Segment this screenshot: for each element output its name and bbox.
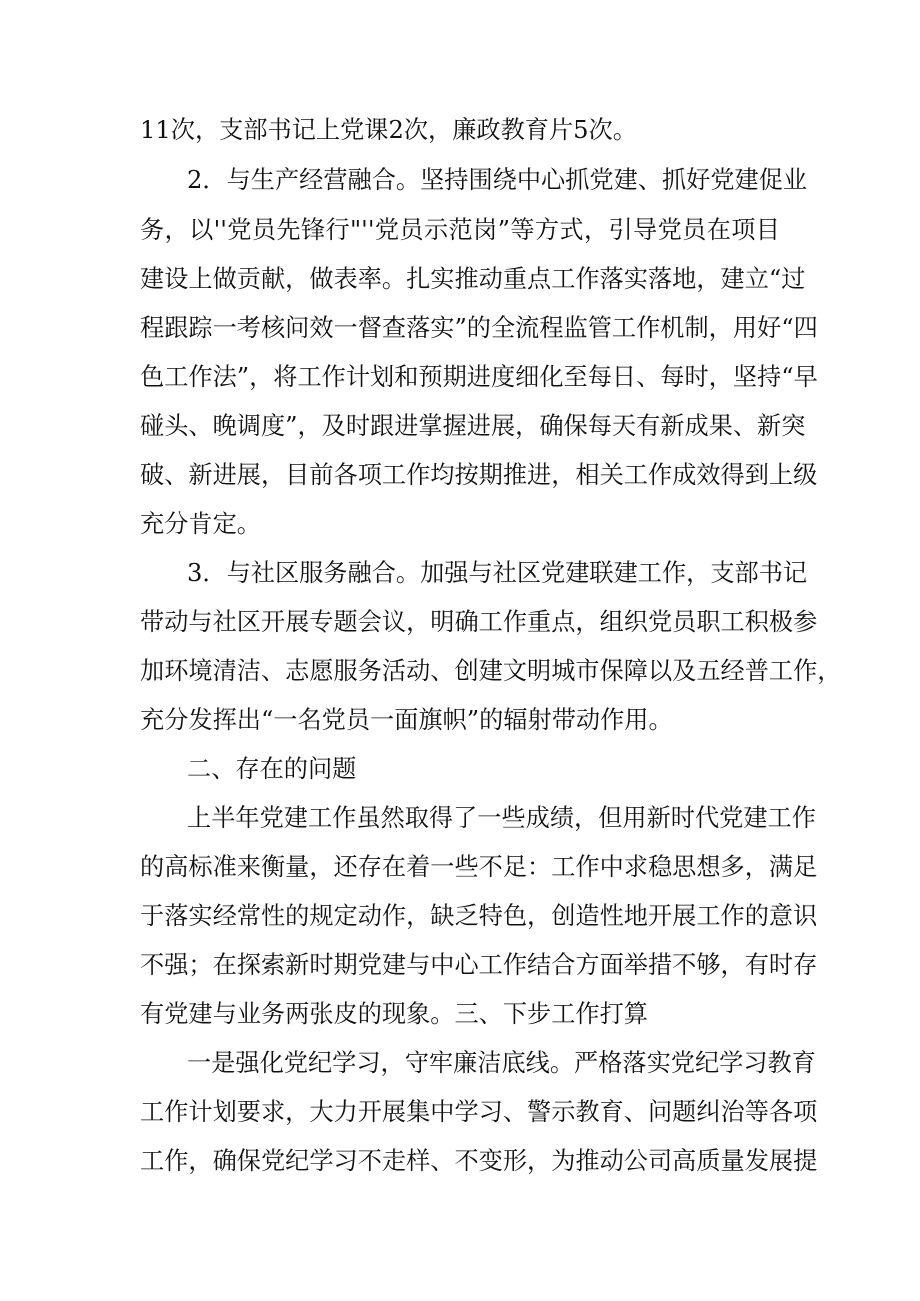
text-line: 程跟踪一考核问效一督查落实”的全流程监管工作机制，用好“四: [140, 314, 818, 342]
text-line: 工作计划要求，大力开展集中学习、警示教育、问题纠治等各项: [140, 1098, 818, 1126]
text-line: 充分发挥出“一名党员一面旗帜”的辐射带动作用。: [140, 706, 673, 734]
text-line: 色工作法”，将工作计划和预期进度细化至每日、每时，坚持“早: [140, 363, 818, 391]
section-heading: 二、存在的问题: [187, 755, 357, 783]
text-line: 于落实经常性的规定动作，缺乏特色，创造性地开展工作的意识: [140, 902, 818, 930]
text-line: 工作，确保党纪学习不走样、不变形，为推动公司高质量发展提: [140, 1147, 818, 1175]
text-line: 不强；在探索新时期党建与中心工作结合方面举措不够，有时存: [140, 951, 818, 979]
text-line: 一是强化党纪学习，守牢廉洁底线。严格落实党纪学习教育: [187, 1049, 816, 1077]
text-line: 破、新进展，目前各项工作均按期推进，相关工作成效得到上级: [140, 461, 818, 489]
text-line: 务，以''党员先锋行"''党员示范岗”等方式，引导党员在项目: [140, 216, 780, 244]
text-line: 充分肯定。: [140, 510, 261, 538]
text-line: 有党建与业务两张皮的现象。三、下步工作打算: [140, 1000, 648, 1028]
text-line: 的高标准来衡量，还存在着一些不足：工作中求稳思想多，满足: [140, 853, 818, 881]
text-line: 碰头、晚调度”，及时跟进掌握进展，确保每天有新成果、新突: [140, 412, 806, 440]
text-line: 加环境清洁、志愿服务活动、创建文明城市保障以及五经普工作，: [140, 657, 842, 685]
text-line: 2．与生产经营融合。坚持围绕中心抓党建、抓好党建促业: [187, 166, 808, 194]
text-line: 11次，支部书记上党课2次，廉政教育片5次。: [140, 116, 637, 144]
text-line: 带动与社区开展专题会议，明确工作重点，组织党员职工积极参: [140, 608, 818, 636]
text-line: 上半年党建工作虽然取得了一些成绩，但用新时代党建工作: [187, 804, 816, 832]
text-line: 3．与社区服务融合。加强与社区党建联建工作，支部书记: [187, 559, 808, 587]
text-line: 建设上做贡献，做表率。扎实推动重点工作落实落地，建立“过: [140, 265, 806, 293]
